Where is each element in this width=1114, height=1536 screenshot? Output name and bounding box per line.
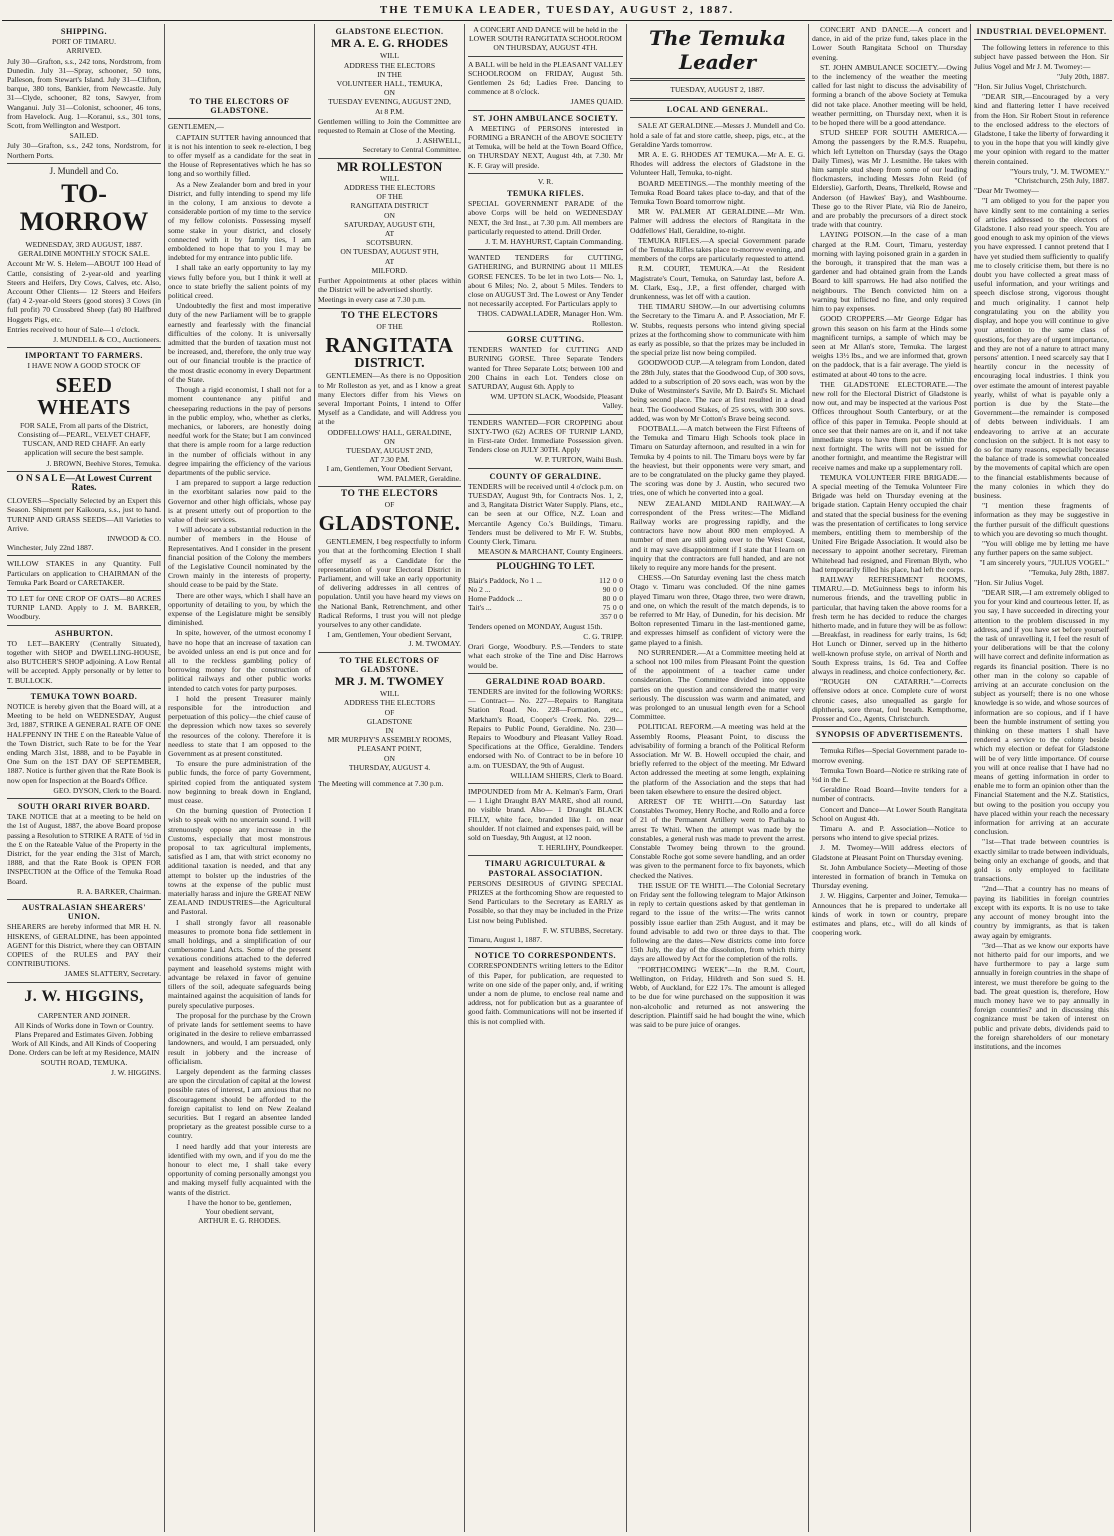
rhodes-signature: ARTHUR E. G. RHODES. [198, 1216, 281, 1226]
venue-text: SCOTSBURN. [366, 238, 413, 248]
impound-notice: IMPOUNDED from Mr A. Kelman's Farm, Orari— 1 Light Draught BAY MARE, shod all round, no visible brand. Also— 1 Draught BLACK FILLY, white face, branded like L on near shoulder. If not claimed and expenses paid, will be sold on Tuesday, 9th August, at 12 noon. [468, 787, 623, 843]
time-text: AT 7.30 P.M. [369, 455, 410, 465]
shearers-notice: SHEARERS are hereby informed that MR H. N. HISKENS, of GERALDINE, has been appointed AGENT for this District, where they can OBTAIN COPIES of the RULES and PAY their CONTRIBUTIONS. [7, 922, 161, 969]
ploughing-row [468, 585, 623, 594]
ploughing-cell-p: 0 [619, 575, 623, 585]
arrived-list: July 30—Grafton, s.s., 242 tons, Nordstrom, from Dunedin. July 31—Spray, schooner, 50 tons, Palleson, from Stewart's Island. July 31—Clifton, barque, 380 tons, Bankier, from Newcastle. July 31—Clyde, schooner, 82 tons, Sawyer, from Wanganui. July 31—Colonist, schooner, 46 tons, from Havelock. Aug. 1—Koranui, s.s., 301 tons, Scott, from Wellington and Westport. [7, 56, 161, 131]
ball-ad: A BALL will be held in the PLEASANT VALLEY SCHOOLROOM on FRIDAY, August 5th. Gentlemen 2s 6d; Ladies Free. Dancing to commence at 8 o'clock. [468, 59, 623, 97]
rhodes-paragraph: I hold the present Treasurer mainly responsible for the introduction and perpetuation of this policy—the chief cause of the depression which now taxes so severely the resources of the colony. Therefore it is needless to state that I am opposed to the Government as at present constituted. [168, 693, 311, 759]
ploughing-heading: PLOUGHING TO LET. [496, 562, 595, 573]
of-text: OF [384, 499, 395, 509]
address-text: ADDRESS THE ELECTORS [343, 698, 436, 708]
rhodes-paragraph: Though a rigid economist, I shall not for a moment countenance any pitiful and cheeseparing reductions in the pay of persons in the public employ, who, whether as clerks, mechanics, or laborers, are honestly doing needful work for the State; but I am convinced that there is ample room for a large reduction in the number of officials without in any degree impairing the efficiency of the various departments of the public service. [168, 385, 311, 477]
road-board-tender: TENDERS are invited for the following WORKS:— Contract— No. 227—Repairs to Rangitata Station Road. No. 228—Formation, etc., Markham's Road, Cooper's Creek. No. 229—Repairs to Public Pound, Geraldine. No. 230—Repairs to Woodbury and Pleasant Valley Road. Specifications at the Office, Geraldine. Tenders endorsed with No. of Contract to be in before 10 a.m. on TUESDAY, the 9th of August. [468, 686, 623, 770]
synopsis-item: Concert and Dance—At Lower South Rangitata School on August 4th. [812, 804, 967, 823]
palmer-signature: WM. PALMER, Geraldine. [377, 473, 461, 483]
higgins-signature: J. W. HIGGINS. [111, 1067, 161, 1077]
synopsis-item: J. W. Higgins, Carpenter and Joiner, Temuka—Announces that he is prepared to undertake all kinds of work in town or country, prepare estimates and plans, etc., will do all kinds of coopering work. [812, 891, 967, 938]
ploughing-cell-p: 0 [619, 593, 623, 603]
road-board-heading: GERALDINE ROAD BOARD. [485, 676, 606, 686]
synopsis-item: Geraldine Road Board—Invite tenders for a number of contracts. [812, 785, 967, 804]
rangitata-heading: RANGITATA [325, 333, 454, 358]
palmer-closing: I am, Gentlemen, Your Obedient Servant, [326, 464, 453, 474]
local-general-heading: LOCAL AND GENERAL. [666, 105, 769, 115]
rifles-notice: SPECIAL GOVERNMENT PARADE of the above Corps will be held on WEDNESDAY NEXT, the 3rd Inst., at 7.30 p.m. All members are particularly requested to attend. Drill Order. [468, 199, 623, 236]
town-board-heading: TEMUKA TOWN BOARD. [30, 691, 138, 701]
stock-sale-text: Account Mr W. S. Helem—ABOUT 100 Head of Cattle, consisting of 2-year-old and yearling Steers and Heifers, Dry Cows, Calves, etc. Also, Account Other Clients— 12 Steers and Heifers (fat) 4 2-year-old Steers (good stores) 3 Cows (in full profit) 70 Crossbred Sheep (fat) 80 Halfbred Hoggets Pigs, etc. [7, 259, 161, 324]
correspondents-notice: CORRESPONDENTS writing letters to the Editor of this Paper, for publication, are requested to write on one side of the paper only, and, if writing under a nom de plume, to enclose real name and address, not for publication but as a guarantee of good faith. Communications will not be inserted if this is not complied with. [468, 961, 623, 1026]
ploughing-close: Tenders opened on MONDAY, August 15th. [468, 621, 603, 631]
ashwell-title: Secretary to Central Committee. [362, 145, 461, 155]
clovers-text: CLOVERS—Specially Selected by an Expert this Season. Shipment per Kaikoura, s.s., just to hand. TURNIP AND GRASS SEEDS—All Varieties to Arrive. [7, 496, 161, 533]
running-header: THE TEMUKA LEADER, TUESDAY, AUGUST 2, 1887. [379, 4, 735, 16]
tomorrow-heading: TO-MORROW [19, 179, 149, 237]
rhodes-paragraph: The proposal for the purchase by the Crown of private lands for settlement seems to have originated in the desire to relieve embarrassed landowners, and would, I am persuaded, only result in jobbery and the increase of officialism. [168, 1010, 311, 1066]
county-signature: MEASON & MARCHANT, County Engineers. [478, 547, 623, 557]
tomorrow-date: WEDNESDAY, 3RD AUGUST, 1887. [25, 240, 143, 250]
on-text: ON [384, 210, 395, 220]
county-heading: COUNTY OF GERALDINE. [489, 471, 602, 481]
gorse-signature: WM. UPTON SLACK, Woodside, Pleasant Valley. [490, 392, 623, 411]
letter-body: "You will oblige me by letting me have any further papers on the same subject. [974, 538, 1109, 558]
address-text: ADDRESS THE ELECTORS [343, 60, 436, 70]
river-board-heading: SOUTH ORARI RIVER BOARD. [17, 802, 151, 811]
ag-signature: F. W. STUBBS, Secretary. [542, 925, 623, 935]
synopsis-item: St. John Ambulance Society—Meeting of those interested in formation of branch in Temuka on Thursday evening. [812, 862, 967, 891]
election-heading: GLADSTONE ELECTION. [335, 27, 444, 36]
on-sale-heading: O N S A L E—At Lowest Current Rates. [16, 473, 152, 493]
twomey-signature: J. M. TWOMAY. [408, 639, 461, 649]
twomey-name: MR J. M. TWOMEY [334, 673, 445, 688]
to-let-crop-ad: TO LET for ONE CROP OF OATS—80 ACRES TURNIP LAND. Apply to J. M. BARKER, Woodbury. [7, 593, 161, 622]
synopsis-item: Temuka Rifles—Special Government parade to-morrow evening. [812, 746, 967, 765]
time-text: At 8 P.M. [374, 106, 405, 116]
willow-stakes-ad: WILLOW STAKES in any Quantity. Full Particulars on application to CHAIRMAN of the Temuka Park Board or CARETAKER. [7, 559, 161, 587]
rhodes-paragraph: I am prepared to support a large reduction in the exorbitant salaries now paid to the Governor and other high officials, whose pay is at present utterly out of proportion to the value of their services. [168, 478, 311, 524]
farmers-line: I HAVE NOW A GOOD STOCK OF [27, 361, 141, 371]
sailed-heading: SAILED. [69, 131, 99, 141]
news-item: ARREST OF TE WHITI.—On Saturday last Constables Twomey, Henry Roche, and Rollo and a force of 21 of the Permanent Artillery went to Parihaka to arrest Te Whiti. When the attempt was made by the constables, a general rush was made to prevent the arrest. Constable Twomey being thrown to the ground. Constable Roche got some severe handling, and an order was given to the permanent force to fix bayonets, which checked the Natives. [630, 797, 805, 880]
ploughing-cell-a: 80 [602, 593, 611, 603]
news-item: GOODWOOD CUP.—A telegram from London, dated the 28th July, states that the Goodwood Cup, of 300 sovs, added to a subscription of 20 sovs each, was won by the Duke of Westminster's Savile, Mr D. Baird's St. Michael being second place. The race at first resulted in a dead heat. The Goodwood Stakes, of 25 sovs, with 300 sovs. added, was won by Mr Cotton's Brave being second. [630, 358, 805, 423]
impound-signature: T. HERLIHY, Poundkeeper. [537, 843, 623, 853]
crop-tender: TENDERS WANTED—FOR CROPPING about SIXTY-TWO (62) ACRES OF TURNIP LAND, in First-rate Order. Immediate Possession given. Tenders close on JULY 30TH. Apply [468, 417, 623, 455]
letter-intro: The following letters in reference to this subject have passed between the Hon. Sir Julius Vogel and Mr J. M. Twomey:— [974, 43, 1109, 71]
sailed-list: July 30—Grafton, s.s., 242 tons, Nordstrom, for Northern Ports. [7, 141, 161, 160]
county-tender: TENDERS will be received until 4 o'clock p.m. on TUESDAY, August 9th, for Contracts Nos. 1, 2, and 3, Rangitata District Water Supply. Plans, etc., can be seen at our Office, N.Z. Loan and Mercantile Agency Co.'s Buildings, Timaru. Tenders must be delivered to Mr F. W. Stubbs, County Clerk, Timaru. [468, 481, 623, 546]
column-4 [464, 24, 626, 1532]
rhodes-paragraph: On the burning question of Protection I wish to speak with no uncertain sound. I will strenuously oppose any increase in the Customs, especially that most monstrous proposal to tax agricultural implements, satisfied as I am, that with strict economy no additional taxation is needed, and that any attempt to bolster up the industries of the towns at the expense of the public must materially harass and injure the GREAT NEW ZEALAND INDUSTRIES—the Agricultural and Pastoral. [168, 806, 311, 917]
column-3 [314, 24, 464, 1532]
river-board-notice: TAKE NOTICE that at a meeting to be held on the 1st of August, 1887, the above Board propose passing a Resolution to STRIKE A RATE of ½d in the £ on the Rateable Value of the Property in the District, for the year ending the 31st of March, 1888, and that the Rate Book is OPEN FOR INSPECTION at the Office of the Temuka Road Board. [7, 812, 161, 886]
ploughing-row [468, 603, 623, 612]
venue-text: ODDFELLOWS' HALL, GERALDINE, [327, 427, 452, 437]
column-7 [970, 24, 1112, 1532]
news-item: TEMUKA RIFLES.—A special Government parade of the Temuka Rifles takes place to-morrow evening, and members of the corps are particularly requested to attend. [630, 235, 805, 264]
in-text: IN [385, 726, 394, 735]
news-item: STUD SHEEP FOR SOUTH AMERICA.—Among the passengers by the R.M.S. Ruapehu, which left Lyttelton on Thursday (says the Otago Daily Times), was Mr J. Lesmithe. He takes with him sample stud sheep from some of our leading flockmasters, including Messrs John Reid (of Elderslie), Garforth, Deans, Threlkeld, Rowse and Anderson (of Hawkes' Bay), and Washbourne. These go to the River Plate, vià Rio de Janeiro, and are probably the precursors of a direct stock trade with that country. [812, 128, 967, 230]
column-1 [4, 24, 164, 1532]
mundell-heading: J. Mundell and Co. [49, 165, 119, 176]
paper-title: The Temuka Leader [649, 26, 786, 74]
ag-notice: PERSONS DESIROUS of GIVING SPECIAL PRIZES at the forthcoming Show are requested to Send Particulars to the Secretary as EARLY as Possible, so that they may be included in the Prize List now being Published. [468, 878, 623, 925]
to-gladstone-heading: TO THE ELECTORS OF GLADSTONE. [339, 655, 440, 674]
news-item: BOARD MEETINGS.—The monthly meeting of the Temuka Road Board takes place to-day, and that of the Temuka Town Board tomorrow night. [630, 178, 805, 207]
gladstone-text: GLADSTONE [366, 716, 413, 726]
stock-sale-title: GERALDINE MONTHLY STOCK SALE. [18, 249, 150, 259]
shearers-heading: AUSTRALASIAN SHEARERS' UNION. [21, 903, 147, 922]
news-item: NEW ZEALAND MIDLAND RAILWAY.—A correspondent of the Press writes:—The Midland Railway works are progressing rapidly, and the contractors have now about 800 men employed. A number of men are still going over to the West Coast, and it may save disappointment if I state that I learn on inquiry that the contractors are full handed, and are not likely to require any more hands for the present. [630, 498, 805, 572]
rhodes-paragraph: To ensure the pure administration of the public funds, the force of party Government, spirited copied from the antiquated system now beginning to break down in England, must cease. [168, 759, 311, 806]
news-item: TEMUKA VOLUNTEER FIRE BRIGADE.—A special meeting of the Temuka Volunteer Fire Brigade was held on Thursday evening at the brigade station. Captain Henry occupied the chair and stated that the special business for the evening was the presentation of certificates to long service members, entitling them to membership of the United Fire Brigade Association. It would also be necessary to appoint another secretary, Fireman Whitehead had resigned, and Fireman Blyth, who had temporarily filled his place, had left the corps. [812, 472, 967, 574]
rhodes-paragraph: I shall strongly favor all reasonable measures to promote bona fide settlement in small holdings, and a simplification of our cumbersome Land Acts. Some of the present vexatious conditions attached to the deferred payment and leasehold systems might with advantage be relaxed in favor of genuine tillers of the soil, adequate safeguards being maintained against the acquisition of lands for purely speculative purposes. [168, 917, 311, 1010]
ploughing-cell-r: 0 [612, 575, 617, 585]
meeting-time-note: Meetings in every case at 7.30 p.m. [318, 295, 426, 305]
letter-body: "I am obliged to you for the paper you have kindly sent to me containing a series of articles addressed to the electors of Gladstone. I also read your speech. You are good enough to ask my opinion of the views you have expressed. I cannot pretend that I have yet studied them sufficiently to qualify me to closely criticise them, but there is no doubt you have collected a great mass of useful information, and your writings and speech disclose strong, vigorous thought and much originality. I cannot help congratulating you on the ability you display, and hope you will continue to give your attention to the same class of questions, for they are of urgent importance, and they are not of a nature to attract many persons' attention. I need scarcely say that I heartily concur in the necessity of encouraging local industries. I think you over estimate the amount of interest payable yearly, whilst of what is payable only a portion is due by the State—the Government—the remainder is composed of debts between individuals. I am endeavoring to arrive at an accurate conclusion on the subject. It is not easy to do so for many reasons, especially because the balance of trade is somewhat concealed by the movements of capital which are open to the financial establishments because of the many colonies in which they do business. [974, 196, 1109, 500]
venue-text: MILFORD. [371, 265, 408, 275]
letter-signature: "Yours truly, "J. M. TWOMEY." [1010, 166, 1109, 176]
gladstone-heading: GLADSTONE. [318, 511, 461, 536]
news-item: THE GLADSTONE ELECTORATE.—The new roll for the Electoral District of Gladstone is now out, and may be inspected at the various Post Offices throughout South Canterbury, or at the office of this paper in Temuka. People should at once see that their names are on it, and if not take immediate steps to have them put on within the next fortnight. The writs will not be issued for another fortnight, and meantime the Registrar will receive names and make up a supplementary roll. [812, 379, 967, 472]
to-electors-heading: TO THE ELECTORS [340, 488, 439, 499]
at-text: AT [384, 229, 395, 239]
ashburton-heading: ASHBURTON. [54, 628, 114, 638]
rhodes-paragraph: Undoubtedly the first and most imperative duty of the new Parliament will be to grapple earnestly and fearlessly with the financial difficulties of the colony. It is universally admitted that the burden of taxation must not be increased, and, therefore, the only true way out of our financial trouble is the practice of the most drastic economy in every Department of the State. [168, 301, 311, 384]
rhodes-paragraph: CAPTAIN SUTTER having announced that it is not his intention to seek re-election, I beg to offer myself as a candidate for the seat in the House of Representatives which he has so long and so worthily filled. [168, 132, 311, 179]
rhodes-closing: I have the honor to be, gentlemen, [187, 1197, 292, 1207]
at-text: AT [384, 256, 395, 266]
rhodes-address-heading: TO THE ELECTORS OF GLADSTONE. [189, 97, 290, 116]
news-item: THE TIMARU SHOW.—In our advertising columns the Secretary to the Timaru A. and P. Association, Mr F. W. Stubbs, requests persons who intend giving special prizes at the forthcoming show to communicate with him as early as possible, so that the prizes may be included in the special prize list now being compiled. [630, 302, 805, 358]
news-item: THE ISSUE OF TE WHITI.—The Colonial Secretary on Friday sent the following telegram to Major Atkinson in reply to certain questions asked by that gentleman in regard to the issue of the writs:—The writs cannot possibly issue earlier than 25th August, and it may be found advisable to add two or three days to that. The following are the dates—New districts come into force 15th July, the day of the dissolution, from which thirty days are allowed by Act for the completion of the rolls. [630, 880, 805, 964]
news-item: "FORTHCOMING WEEK"—In the R.M. Court, Wellington, on Friday, Hildreth and Son sued S. H. Webb, of Auckland, for £22 17s. The amount is alleged to be due for wine purchased on the supposition it was non-alcoholic and returned as not answering the description. Plaintiff said he had bought the wine, which was said to be pure juice of oranges. [630, 964, 805, 1029]
ambulance-heading: ST. JOHN AMBULANCE SOCIETY. [472, 113, 619, 123]
on-text: ON [384, 436, 395, 446]
letter-addressee: "Dear Mr Twomey— [974, 186, 1039, 196]
of-the-text: OF THE [376, 192, 403, 202]
meeting-time-note: The Meeting will commence at 7.30 p.m. [318, 779, 444, 789]
arrived-heading: ARRIVED. [66, 46, 102, 56]
gorse-heading: GORSE CUTTING. [506, 334, 585, 344]
ag-heading: TIMARU AGRICULTURAL & PASTORAL ASSOCIATION. [484, 859, 607, 878]
shipping-port: PORT OF TIMARU. [51, 37, 117, 47]
in-the-text: IN THE [377, 69, 402, 79]
date-text: TUESDAY EVENING, AUGUST 2ND, [328, 97, 451, 107]
letter-body: "DEAR SIR,—I am extremely obliged to you for your kind and courteous letter. If, as you say, I have succeeded in directing your attention to the problem discussed in my address, and if you have set before yourself the task of unravelling it, I feel the result of your deliberations will be that the colony will have correct and definite information as regards its financial position. There is no other man in the colony so capable of arriving at an accurate conclusion on the subject as yourself; there is no one whose knowledge is so wide, and whose sources of information are so copious, and if I have been the humble instrument of setting you thinking on these matters I shall have rendered a service to the colony beside which my election or defeat for Gladstone will be of very little importance. Of course you will at once realise that I have had no means of getting information in order to enable me to form an opinion other than the Financial Statement and the N.Z. Statistics, but owing to the position you occupy you have placed within your reach the necessary information for arriving at an accurate conclusion. [974, 587, 1109, 837]
ashwell-signature: J. ASHWELL, [416, 136, 461, 146]
rhodes-name: MR A. E. G. RHODES [330, 36, 448, 51]
rolleston-name: MR ROLLESTON [336, 158, 443, 174]
ball-signature: JAMES QUAID. [570, 97, 623, 107]
of-text: OF [384, 707, 395, 717]
letter-date: "Christchurch, 25th July, 1887. [1014, 176, 1109, 186]
committee-note: Gentlemen willing to Join the Committee are requested to Remain at Close of the Meeting. [318, 116, 461, 136]
column-5 [626, 24, 808, 1532]
ploughing-cell-p: 0 [619, 602, 623, 612]
letter-body: "DEAR SIR,—Encouraged by a very kind and flattering letter I have received from the Hon. Sir Robert Stout in reference to the enclosed address to the electors of Gladstone, I take the liberty of forwarding it to you in the hope that you will kindly give me your opinion with regard to the matter therein contained. [974, 92, 1109, 166]
seed-signature: J. BROWN, Beehive Stores, Temuka. [46, 458, 161, 468]
gorse-tender-2: TENDERS WANTED for CUTTING AND BURNING GORSE. Three Separate Tenders wanted for Three Separate Lots; between 100 and 200 Chains in each Lot. Tenders close on SATURDAY, August 6th. Apply to [468, 345, 623, 391]
stock-sale-entries: Entries received to hour of Sale—1 o'clock. [7, 324, 140, 334]
letter-body: "I mention these fragments of information as they may be suggestive in the further pursuit of the difficult questions to which you are devoting so much thought. [974, 501, 1109, 538]
ploughing-cell-a: 90 [602, 584, 611, 594]
news-item: SALE AT GERALDINE.—Messrs J. Mundell and Co. hold a sale of fat and store cattle, sheep, pigs, etc., at the Geraldine Yards tomorrow. [630, 121, 805, 149]
rhodes-closing: Your obedient servant, [205, 1206, 274, 1216]
industrial-heading: INDUSTRIAL DEVELOPMENT. [976, 27, 1107, 36]
header-rule [2, 20, 1112, 21]
synopsis-heading: SYNOPSIS OF ADVERTISEMENTS. [816, 730, 963, 740]
road-board-signature: WILLIAM SHIERS, Clerk to Board. [510, 770, 623, 780]
rhodes-paragraph: Largely dependent as the farming classes are upon the circulation of capital at the lowest possible rates of interest, I am anxious that no discouragement should be afforded to the foreign capitalist to lend on New Zealand securities. But I regard an absentee landed proprietary as the greatest possible curse to a country. [168, 1066, 311, 1141]
news-item: MR A. E. G. RHODES AT TEMUKA.—Mr A. E. G. Rhodes will address the electors of Gladstone in the Volunteer Hall, Temuka, to-night. [630, 150, 805, 178]
will-text: WILL [380, 51, 399, 61]
rhodes-paragraph: In spite, however, of the utmost economy I have no hope that an increase of taxation can be avoided unless an end is put once and for all to the reckless gambling policy of borrowing money for the construction of political railways and other public works intended to catch votes for party purposes. [168, 628, 311, 693]
on-text: ON [384, 88, 395, 98]
news-item: POLITICAL REFORM.—A meeting was held at the Assembly Rooms, Pleasant Point, to discuss the advisability of forming a branch of the Political Reform Association. Mr W. B. Howell occupied the chair, and briefly referred to the object of the meeting. Mr Edward Acton addressed the meeting at some length, explaining the platform of the Association and the steps that had been taken elsewhere to ensure the desired object. [630, 722, 805, 796]
twomey-address: GENTLEMEN, I beg respectfully to inform you that at the forthcoming Election I shall offer myself as a Candidate for the representation of your Electoral District in Parliament, and will take an early opportunity of delivering addresses in all centres of population. Until you have heard my views on the National Bank, Retrenchment, and other Radical Reforms, I trust you will not pledge yourselves to any other candidate. [318, 537, 461, 629]
ploughing-cell-label: Blair's Paddock, No 1 ... [468, 575, 542, 585]
seed-wheats-heading: SEED WHEATS [37, 372, 131, 419]
news-item: CHESS.—On Saturday evening last the chess match Otago v. Timaru was concluded. Of the nine games played Timaru won three, Otago three, two were drawn, and one, on which the result of the match depends, is to be referred to Mr Hay, of Dunedin, for his decision. Mr Bolton represented Timaru in the last-mentioned game, and expresses himself as confident of victory were the game played to a finish. [630, 573, 805, 647]
twomey-closing: I am, Gentlemen, Your obedient Servant, [327, 630, 452, 640]
news-item: FOOTBALL.—A match between the First Fifteens of the Temuka and Timaru High Schools took place in Timaru on Saturday afternoon, and resulted in a win for Temuka by 4 points to nil. The Timaru boys were by far the heaviest, but their opponents were very smart, and are to be congratulated on the plucky game they played. The scoring was done by J. Austin, who secured two tries, one of which he converted into a goal. [630, 423, 805, 498]
river-board-signature: R. A. BARKER, Chairman. [76, 886, 161, 896]
synopsis-item: J. M. Twomey—Will address electors of Gladstone at Pleasant Point on Thursday evening. [812, 843, 967, 862]
venue-text: VOLUNTEER HALL, TEMUKA, [336, 79, 443, 89]
date-text: SATURDAY, AUGUST 6TH, [344, 219, 435, 229]
column-6 [808, 24, 970, 1532]
ploughing-table [468, 576, 623, 612]
ploughing-cell-r: 0 [612, 584, 617, 594]
news-item: R.M. COURT, TEMUKA.—At the Resident Magistrate's Court, Temuka, on Saturday last, before A. M. Clark, Esq., J.P., a first offender, charged with drunkenness, was let off with a caution. [630, 264, 805, 302]
higgins-heading: J. W. HIGGINS, [24, 987, 144, 1005]
stock-sale-signature: J. MUNDELL & CO., Auctioneers. [53, 335, 161, 345]
ploughing-row [468, 576, 623, 585]
of-the-text: OF THE [376, 321, 403, 331]
gorse-tender-1: WANTED TENDERS for CUTTING, GATHERING, and BURNING about 11 MILES GORSE FENCES. To be let in two Lots— No. 1, about 6 Miles; No. 2, about 5 Miles. Tenders to close on AUGUST 3rd. The Lowest or Any Tender not necessarily accepted. For Particulars apply to [468, 253, 623, 309]
news-item: GOOD CROPPERS.—Mr George Edgar has grown this season on his farm at the Hinds some magnificent turnips, a sample of which may be seen at Mr Allan's store, Temuka. The largest weighs 13½ lbs., and we are informed that, grown on the paddock, that is a fair average. The yield is estimated at about 40 tons to the acre. [812, 314, 967, 379]
inwood-signature: INWOOD & CO. [107, 533, 161, 543]
rhodes-paragraph: As a New Zealander born and bred in your District, and fully intending to spend my life in the colony, I am anxious to devote a considerable portion of my time to the service of my fellow colonists. Possessing myself some stake in your district, and closely connected with it by family ties, I am emboldened to hope that to you I may be indebted for my entrance into public life. [168, 179, 311, 263]
ploughing-total: 357 0 0 [600, 611, 623, 621]
column-2 [164, 24, 314, 1532]
will-text: WILL [380, 689, 399, 699]
rifles-heading: TEMUKA RIFLES. [506, 189, 585, 199]
correspondents-heading: NOTICE TO CORRESPONDENTS. [474, 951, 617, 961]
palmer-address: GENTLEMEN—As there is no Opposition to Mr Rolleston as yet, and as I know a great many Electors differ from his Views on several Important Points, I intend to Offer Myself as a Candidate, and will Address you at the [318, 371, 461, 427]
ploughing-ps: Orari Gorge, Woodbury. P.S.—Tenders to state what each stroke of the Tine and Disc Harrows would be. [468, 642, 623, 670]
higgins-text: All Kinds of Works done in Town or Country. Plans Prepared and Estimates Given. Jobbing Work of All Kinds, and All Kinds of Coopering Done. Orders can be left at my Residence, MAIN SOUTH ROAD, TEMUKA. [8, 1020, 160, 1067]
will-text: WILL [380, 173, 399, 183]
ploughing-cell-p: 0 [619, 584, 623, 594]
ploughing-cell-r: 0 [612, 602, 617, 612]
letter-body: "2nd—That a country has no means of paying its liabilities in foreign countries except with its exports. It is no use to take any account of money brought into the country by immigrants, as that is taken away again by emigrants. [974, 884, 1109, 940]
letter-addressee: "Hon. Sir Julius Vogel, Christchurch. [974, 82, 1087, 92]
news-item: NO SURRENDER.—At a Committee meeting held at a school not 100 miles from Pleasant Point the question of the appointment of a teacher came under consideration. The Committee divided into opposite parties on the question and considered the matter very seriously. The discussion was warm and animated, and was prolonged to an unusual length even for a School Committee. [630, 647, 805, 722]
news-item: RAILWAY REFRESHMENT ROOMS, TIMARU.—D. McGuinness begs to inform his numerous friends, and the travelling public in particular, that having taken the above rooms for a fresh term he has decided to reduce the charges hitherto made, and in future they will be as follow:—Breakfast, in readiness for early trains, 1s 6d; Hot Lunch or Dinner, served up in the hitherto well-known profuse style, on arrival of North and South Express trains, 1s 6d. Tea and Coffee always in readiness, and choice confectionery, &c. [812, 574, 967, 677]
further-appointments: Further Appointments at other places within the District will be advertised shortly. [318, 276, 461, 295]
rhodes-paragraph: I shall take an early opportunity to lay my views fully before you, but I think it well at once to state briefly the salient points of my political creed. [168, 263, 311, 301]
to-electors-heading: TO THE ELECTORS [340, 310, 439, 321]
vr-mark: V. R. [537, 176, 554, 186]
ploughing-signature: C. G. TRIPP. [583, 631, 623, 641]
ploughing-cell-a: 112 [599, 575, 611, 585]
rangitata-district-text: RANGITATA DISTRICT [350, 201, 429, 211]
letter-date: "July 20th, 1887. [1056, 71, 1109, 81]
date-text: TUESDAY, AUGUST 2ND, [346, 445, 433, 455]
date-text: THURSDAY, AUGUST 4. [348, 762, 431, 772]
ambulance-notice: A MEETING of PERSONS interested in FORMING a BRANCH of the ABOVE SOCIETY at Temuka, will be held at the Town Board Office, on THURSDAY NEXT, August 4th, at 7.30. Mr K. F. Gray will preside. [468, 123, 623, 170]
synopsis-item: Timaru A. and P. Association—Notice to persons who intend to give special prizes. [812, 824, 967, 843]
winchester-date: Winchester, July 22nd 1887. [7, 543, 94, 553]
rhodes-salutation: GENTLEMEN,— [168, 122, 224, 132]
town-board-notice: NOTICE is hereby given that the Board will, at a Meeting to be held on WEDNESDAY, August 3rd, 1887, STRIKE A GENERAL RATE OF ONE HALFPENNY IN THE £ on the Rateable Value of the Town District, such Rate to be for the Year ending March 31st, 1888, and to be Payable in One Sum on the 1ST DAY OF SEPTEMBER, 1887. Notice is further given that the Rate Book is now open for Inspection at the Board's Office. [7, 701, 161, 785]
synopsis-item: Temuka Town Board—Notice re striking rate of ½d in the £. [812, 765, 967, 785]
news-item: LAYING POISON.—In the case of a man charged at the R.M. Court, Timaru, yesterday morning with laying poisoned grain in a garden in the borough, it transpired that the man was a gardener and had obtained grain from the Lands Board to kill sparrows. He had also notified the neighbours. The Bench convicted him on a warning but inflicted no fine, and only required him to pay expenses. [812, 230, 967, 314]
shipping-heading: SHIPPING. [60, 27, 108, 36]
ploughing-row [468, 594, 623, 603]
news-item: "ROUGH ON CATARRH."—Corrects offensive odors at once. Complete cure of worst chronic cases, also unequalled as gargle for diphtheria, sore throat, foul breath. Kempthorne, Prosser and Co., Agents, Christchurch. [812, 677, 967, 724]
ploughing-cell-label: No 2 ... [468, 584, 491, 594]
letter-body: "1st—That trade between countries is exactly similar to trade between individuals, being only an exchange of goods, and that gold is only employed to facilitate transactions. [974, 837, 1109, 884]
letter-body: "3rd—That as we know our exports have not hitherto paid for our imports, and we have furthermore to pay a large sum annually in foreign countries in the shape of interest, we must therefore be going to the bad. The great question is, therefore, How much money have we to pay annually in foreign countries? and in discussing this cognizance must be taken of interest on public and private debts, dividends paid to the foreign shareholders of our monetary institutions, and the incomes [974, 940, 1109, 1051]
shearers-signature: JAMES SLATTERY, Secretary. [64, 969, 161, 979]
seed-text: FOR SALE, From all parts of the District, Consisting of—PEARL, VELVET CHAFF, TUSCAN, AND RED CHAFF. An early application will secure the best sample. [17, 420, 151, 458]
town-board-signature: GEO. DYSON, Clerk to the Board. [53, 785, 161, 795]
district-heading: DISTRICT. [354, 356, 425, 372]
rhodes-paragraph: There are other ways, which I shall have an opportunity of detailing to you, by which the expense of the Legislature might be sensibly diminished. [168, 590, 311, 628]
ploughing-cell-label: Home Paddock ... [468, 593, 523, 603]
crop-signature: W. P. TURTON, Waihi Bush. [534, 455, 623, 465]
gorse-signature: THOS. CADWALLADER, Manager Hon. Wm. Rolleston. [477, 309, 623, 328]
letter-addressee: "Hon. Sir Julius Vogel. [974, 577, 1044, 587]
higgins-trade: CARPENTER AND JOINER. [37, 1010, 131, 1020]
rhodes-paragraph: I will advocate a substantial reduction in the number of members in the House of Representatives. And I consider in the present financial position of the Colony the members of the Legislative Council nominated by the Crown mainly in the interests of property, should cease to be paid by the State. [168, 525, 311, 590]
rhodes-paragraph: I need hardly add that your interests are identified with my own, and if you do me the honour to elect me, I shall take every opportunity of coming personally amongst you and making myself fully acquainted with the wants of the district. [168, 1141, 311, 1197]
news-item: MR W. PALMER AT GERALDINE.—Mr Wm. Palmer will address the electors of Rangitata in the Oddfellows' Hall, Geraldine, to-night. [630, 207, 805, 235]
address-text: ADDRESS THE ELECTORS [343, 183, 436, 193]
issue-date: TUESDAY, AUGUST 2, 1887. [670, 85, 765, 94]
bakery-ad: TO LET—BAKERY (Centrally Situated), together with SHOP and DWELLING-HOUSE, also BUTCHER'S SHOP adjoining. A Low Rental will be accepted. Apply personally or by letter to T. BULLOCK. [7, 638, 161, 685]
date-text: ON TUESDAY, AUGUST 9TH, [340, 247, 439, 257]
news-item: ST. JOHN AMBULANCE SOCIETY.—Owing to the inclemency of the weather the meeting called for last night to discuss the advisability of forming a branch of the above Society at Temuka did not take place. Another meeting will be held, weather permitting, on Thursday next, when it is to be hoped there will be a good attendance. [812, 62, 967, 128]
on-text: ON [384, 753, 395, 763]
ploughing-cell-a: 75 [602, 602, 611, 612]
venue-text: MR MURPHY'S ASSEMBLY ROOMS, PLEASANT POINT, [327, 735, 452, 754]
letter-signature: "I am sincerely yours, "JULIUS VOGEL." [979, 558, 1109, 568]
rifles-signature: J. T. M. HAYHURST, Captain Commanding. [485, 237, 623, 247]
concert-ad: A CONCERT AND DANCE will be held in the LOWER SOUTH RANGITATA SCHOOLROOM ON THURSDAY, AUGUST 4TH. [469, 25, 622, 53]
letter-date: "Temuka, July 28th, 1887. [1028, 567, 1109, 577]
farmers-heading: IMPORTANT TO FARMERS. [25, 351, 143, 361]
ploughing-cell-label: Tait's ... [468, 602, 492, 612]
ag-date: Timaru, August 1, 1887. [468, 935, 542, 945]
news-item: CONCERT AND DANCE.—A concert and dance, in aid of the prize fund, takes place in the Lower South Rangitata School on Thursday evening. [812, 25, 967, 62]
ploughing-cell-r: 0 [612, 593, 617, 603]
